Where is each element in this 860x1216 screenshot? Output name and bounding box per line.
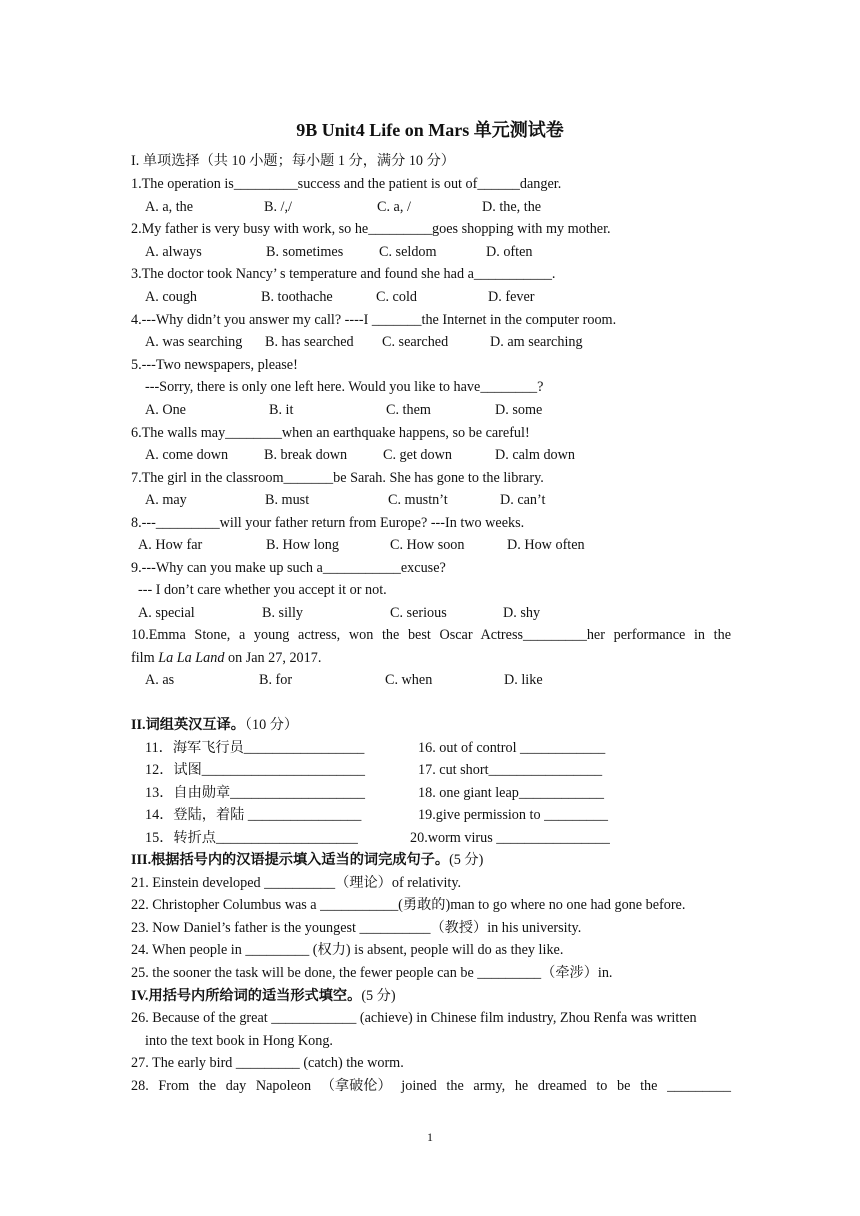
section4-heading-text: IV.用括号内所给词的适当形式填空。 [131, 988, 362, 1004]
q21: 21. Einstein developed __________（理论）of relativity. [131, 875, 462, 891]
q5-option-d: D. some [495, 402, 543, 418]
q10-option-d: D. like [504, 672, 543, 688]
q19: 19.give permission to _________ [418, 807, 608, 823]
page-number: 1 [427, 1130, 433, 1144]
section2-heading-text: II.词组英汉互译。 [131, 717, 245, 733]
q15: 15．转折点____________________ [145, 830, 358, 846]
section4-score: (5 分) [361, 988, 396, 1004]
q10-date: on Jan 27, 2017. [224, 650, 322, 666]
q5-option-c: C. them [386, 402, 431, 418]
q28-word: the [198, 1078, 217, 1094]
q9-option-d: D. shy [503, 605, 541, 621]
q20: 20.worm virus ________________ [410, 830, 610, 846]
q12: 12．试图_______________________ [145, 762, 365, 778]
q11: 11．海军飞行员_________________ [145, 740, 365, 756]
q10-film-title: La La Land [158, 650, 225, 666]
q17: 17. cut short________________ [418, 762, 603, 778]
q4-stem: 4.---Why didn’t you answer my call? ----I _______the Internet in the computer room. [131, 312, 617, 328]
q5-stem: 5.---Two newspapers, please! [131, 357, 298, 373]
q13: 13．自由勋章___________________ [145, 785, 365, 801]
q8-option-d: D. How often [507, 537, 585, 553]
q28-word: （拿破伦） [320, 1078, 392, 1094]
q9-option-a: A. special [138, 605, 195, 621]
q2-option-d: D. often [486, 244, 533, 260]
q1-stem: 1.The operation is_________success and the patient is out of______danger. [131, 176, 562, 192]
q5-option-b: B. it [269, 402, 294, 418]
q3-option-c: C. cold [376, 289, 417, 305]
q27: 27. The early bird _________ (catch) the worm. [131, 1055, 404, 1071]
q7-stem: 7.The girl in the classroom_______be Sarah. She has gone to the library. [131, 470, 544, 486]
q16: 16. out of control ____________ [418, 740, 606, 756]
section2-score: （10 分） [244, 717, 299, 733]
q8-option-b: B. How long [266, 537, 339, 553]
q7-option-b: B. must [265, 492, 310, 508]
q28-word: to [596, 1078, 608, 1094]
q28-word: 28. [131, 1078, 149, 1094]
q23: 23. Now Daniel’s father is the youngest __________（教授）in his university. [131, 920, 582, 936]
q24: 24. When people in _________ (权力) is absent, people will do as they like. [131, 942, 564, 958]
q5-option-a: A. One [145, 402, 186, 418]
q3-option-b: B. toothache [261, 289, 333, 305]
q7-option-a: A. may [145, 492, 187, 508]
q4-option-b: B. has searched [265, 334, 354, 350]
q28-word: army, [473, 1078, 506, 1094]
q1-option-b: B. /,/ [264, 199, 292, 215]
section3-heading [131, 851, 483, 869]
q28-word: be [617, 1078, 631, 1094]
q8-stem: 8.---_________will your father return from Europe? ---In two weeks. [131, 515, 525, 531]
q10-film-word: film [131, 650, 159, 666]
q9-stem-reply: --- I don’t care whether you accept it or not. [138, 582, 387, 598]
q28-word: day [225, 1078, 247, 1094]
q10-option-c: C. when [385, 672, 433, 688]
q10-stem-cont [131, 649, 321, 667]
q10-option-b: B. for [259, 672, 293, 688]
q8-option-c: C. How soon [390, 537, 465, 553]
q8-option-a: A. How far [138, 537, 203, 553]
q26: 26. Because of the great ____________ (achieve) in Chinese film industry, Zhou Renfa was written [131, 1010, 697, 1026]
q25: 25. the sooner the task will be done, the fewer people can be _________（牵涉）in. [131, 965, 613, 981]
section3-heading-text: III.根据括号内的汉语提示填入适当的词完成句子。 [131, 852, 450, 868]
q5-stem-reply: ---Sorry, there is only one left here. Would you like to have________? [145, 379, 544, 395]
q28-word: From [158, 1078, 190, 1094]
q10-option-a: A. as [145, 672, 175, 688]
q6-option-b: B. break down [264, 447, 348, 463]
q1-option-d: D. the, the [482, 199, 542, 215]
q28-word: Napoleon [255, 1078, 312, 1094]
q7-option-d: D. can’t [500, 492, 546, 508]
q6-option-d: D. calm down [495, 447, 575, 463]
q2-stem: 2.My father is very busy with work, so he_________goes shopping with my mother. [131, 221, 611, 237]
q6-stem: 6.The walls may________when an earthquake happens, so be careful! [131, 425, 530, 441]
q22: 22. Christopher Columbus was a ___________(勇敢的)man to go where no one had gone before. [131, 897, 686, 913]
q4-option-d: D. am searching [490, 334, 583, 350]
q4-option-c: C. searched [382, 334, 449, 350]
document-title: 9B Unit4 Life on Mars 单元测试卷 [296, 120, 564, 140]
q3-stem: 3.The doctor took Nancy’ s temperature and found she had a___________. [131, 266, 556, 282]
q9-option-c: C. serious [390, 605, 447, 621]
q6-option-c: C. get down [383, 447, 452, 463]
section2-heading [131, 716, 298, 734]
q2-option-a: A. always [145, 244, 202, 260]
q28-word: _________ [667, 1078, 731, 1094]
section3-score: (5 分) [449, 852, 484, 868]
section4-heading [131, 987, 396, 1005]
q18: 18. one giant leap____________ [418, 785, 604, 801]
q1-option-a: A. a, the [145, 199, 194, 215]
q1-option-c: C. a, / [377, 199, 411, 215]
q28-word: the [446, 1078, 464, 1094]
q2-option-b: B. sometimes [266, 244, 344, 260]
q14: 14．登陆，着陆 ________________ [145, 807, 362, 823]
q4-option-a: A. was searching [145, 334, 243, 350]
q28-word: the [640, 1078, 658, 1094]
q3-option-a: A. cough [145, 289, 198, 305]
q2-option-c: C. seldom [379, 244, 437, 260]
q28-word: dreamed [537, 1078, 587, 1094]
q3-option-d: D. fever [488, 289, 535, 305]
q9-stem: 9.---Why can you make up such a___________excuse? [131, 560, 446, 576]
q28-word: he [514, 1078, 529, 1094]
q6-option-a: A. come down [145, 447, 229, 463]
q9-option-b: B. silly [262, 605, 303, 621]
q10-stem: 10.Emma Stone, a young actress, won the best Oscar Actress_________her performance in the [131, 627, 731, 643]
section1-heading: I. 单项选择（共 10 小题；每小题 1 分，满分 10 分） [131, 153, 455, 169]
q7-option-c: C. mustn’t [388, 492, 448, 508]
q26-cont: into the text book in Hong Kong. [145, 1033, 333, 1049]
q28-word: joined [401, 1078, 437, 1094]
q28 [131, 1077, 731, 1095]
